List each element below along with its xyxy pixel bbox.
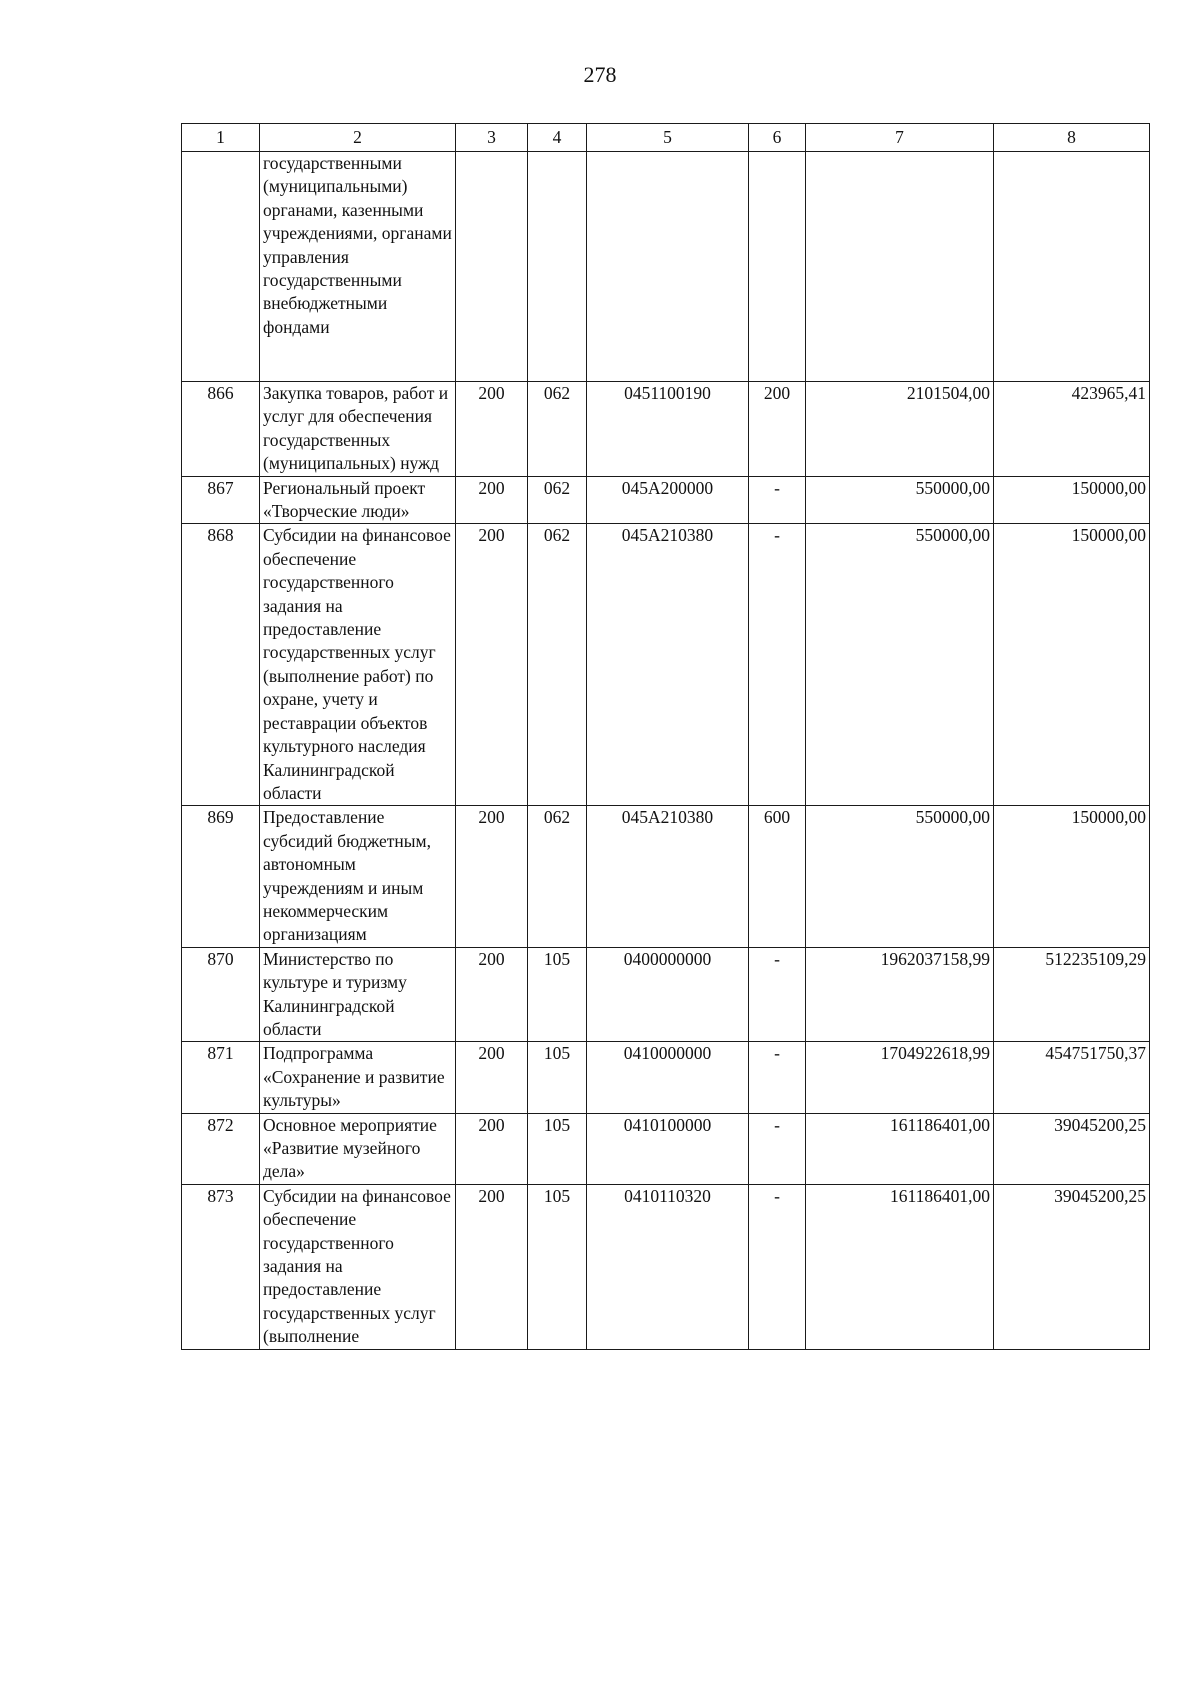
row-col7: 1962037158,99 — [806, 947, 994, 1042]
row-col5: 0400000000 — [587, 947, 749, 1042]
table-row — [182, 152, 1150, 382]
row-description: Субсидии на финансовое обеспечение государственного задания на предоставление государственных услуг (выполнение работ) по охране, учету и реставрации объектов культурного наследия Калининградской области — [260, 524, 456, 806]
row-col5 — [587, 152, 749, 382]
row-col3: 200 — [456, 947, 528, 1042]
row-col6: - — [749, 1184, 806, 1349]
row-col7: 550000,00 — [806, 476, 994, 524]
row-col7: 550000,00 — [806, 806, 994, 947]
row-col8: 39045200,25 — [994, 1184, 1150, 1349]
budget-table — [181, 123, 1150, 1350]
row-col5: 045A210380 — [587, 806, 749, 947]
row-description: Министерство по культуре и туризму Калининградской области — [260, 947, 456, 1042]
table-row — [182, 382, 1150, 477]
row-col7: 1704922618,99 — [806, 1042, 994, 1113]
row-col5: 0451100190 — [587, 382, 749, 477]
table-row — [182, 806, 1150, 947]
col-header-6: 6 — [749, 124, 806, 152]
row-col3: 200 — [456, 1113, 528, 1184]
row-number: 872 — [182, 1113, 260, 1184]
row-col4: 105 — [528, 947, 587, 1042]
row-col4: 062 — [528, 476, 587, 524]
col-header-8: 8 — [994, 124, 1150, 152]
row-col4 — [528, 152, 587, 382]
row-col7: 161186401,00 — [806, 1113, 994, 1184]
col-header-2: 2 — [260, 124, 456, 152]
col-header-5: 5 — [587, 124, 749, 152]
row-number: 869 — [182, 806, 260, 947]
row-col5: 0410000000 — [587, 1042, 749, 1113]
row-col8: 39045200,25 — [994, 1113, 1150, 1184]
row-col8: 150000,00 — [994, 476, 1150, 524]
row-description: Региональный проект «Творческие люди» — [260, 476, 456, 524]
row-number: 868 — [182, 524, 260, 806]
row-col3: 200 — [456, 524, 528, 806]
row-col4: 062 — [528, 382, 587, 477]
row-description: государственными (муниципальными) органами, казенными учреждениями, органами управления государственными внебюджетными фондами — [260, 152, 456, 382]
row-col3: 200 — [456, 1042, 528, 1113]
row-col4: 105 — [528, 1042, 587, 1113]
row-description: Предоставление субсидий бюджетным, автономным учреждениям и иным некоммерческим организациям — [260, 806, 456, 947]
row-col4: 105 — [528, 1113, 587, 1184]
row-col8: 423965,41 — [994, 382, 1150, 477]
row-col4: 062 — [528, 806, 587, 947]
table-row — [182, 524, 1150, 806]
row-col6: - — [749, 476, 806, 524]
row-number: 873 — [182, 1184, 260, 1349]
row-col3: 200 — [456, 1184, 528, 1349]
row-col4: 062 — [528, 524, 587, 806]
col-header-1: 1 — [182, 124, 260, 152]
row-col6: 200 — [749, 382, 806, 477]
row-col7: 2101504,00 — [806, 382, 994, 477]
row-number: 870 — [182, 947, 260, 1042]
row-col8: 150000,00 — [994, 806, 1150, 947]
row-description: Основное мероприятие «Развитие музейного дела» — [260, 1113, 456, 1184]
row-col5: 0410110320 — [587, 1184, 749, 1349]
row-col3: 200 — [456, 476, 528, 524]
col-header-7: 7 — [806, 124, 994, 152]
row-col7: 550000,00 — [806, 524, 994, 806]
header-row — [182, 124, 1150, 152]
row-number: 871 — [182, 1042, 260, 1113]
col-header-4: 4 — [528, 124, 587, 152]
row-col7 — [806, 152, 994, 382]
page-number: 278 — [583, 62, 617, 87]
row-col8 — [994, 152, 1150, 382]
table-row — [182, 1184, 1150, 1349]
row-description: Закупка товаров, работ и услуг для обеспечения государственных (муниципальных) нужд — [260, 382, 456, 477]
table-row — [182, 476, 1150, 524]
row-col8: 454751750,37 — [994, 1042, 1150, 1113]
row-description: Подпрограмма «Сохранение и развитие культуры» — [260, 1042, 456, 1113]
row-number — [182, 152, 260, 382]
row-description: Субсидии на финансовое обеспечение государственного задания на предоставление государственных услуг (выполнение — [260, 1184, 456, 1349]
row-col7: 161186401,00 — [806, 1184, 994, 1349]
col-header-3: 3 — [456, 124, 528, 152]
row-col5: 045A200000 — [587, 476, 749, 524]
row-col6: 600 — [749, 806, 806, 947]
table-row — [182, 1042, 1150, 1113]
row-col3 — [456, 152, 528, 382]
row-number: 866 — [182, 382, 260, 477]
row-col5: 0410100000 — [587, 1113, 749, 1184]
row-col8: 512235109,29 — [994, 947, 1150, 1042]
row-col4: 105 — [528, 1184, 587, 1349]
row-col8: 150000,00 — [994, 524, 1150, 806]
row-col3: 200 — [456, 806, 528, 947]
table-row — [182, 1113, 1150, 1184]
row-col6: - — [749, 1113, 806, 1184]
row-col6: - — [749, 524, 806, 806]
row-number: 867 — [182, 476, 260, 524]
row-col6: - — [749, 947, 806, 1042]
row-col3: 200 — [456, 382, 528, 477]
row-col5: 045A210380 — [587, 524, 749, 806]
table-row — [182, 947, 1150, 1042]
row-col6 — [749, 152, 806, 382]
row-col6: - — [749, 1042, 806, 1113]
